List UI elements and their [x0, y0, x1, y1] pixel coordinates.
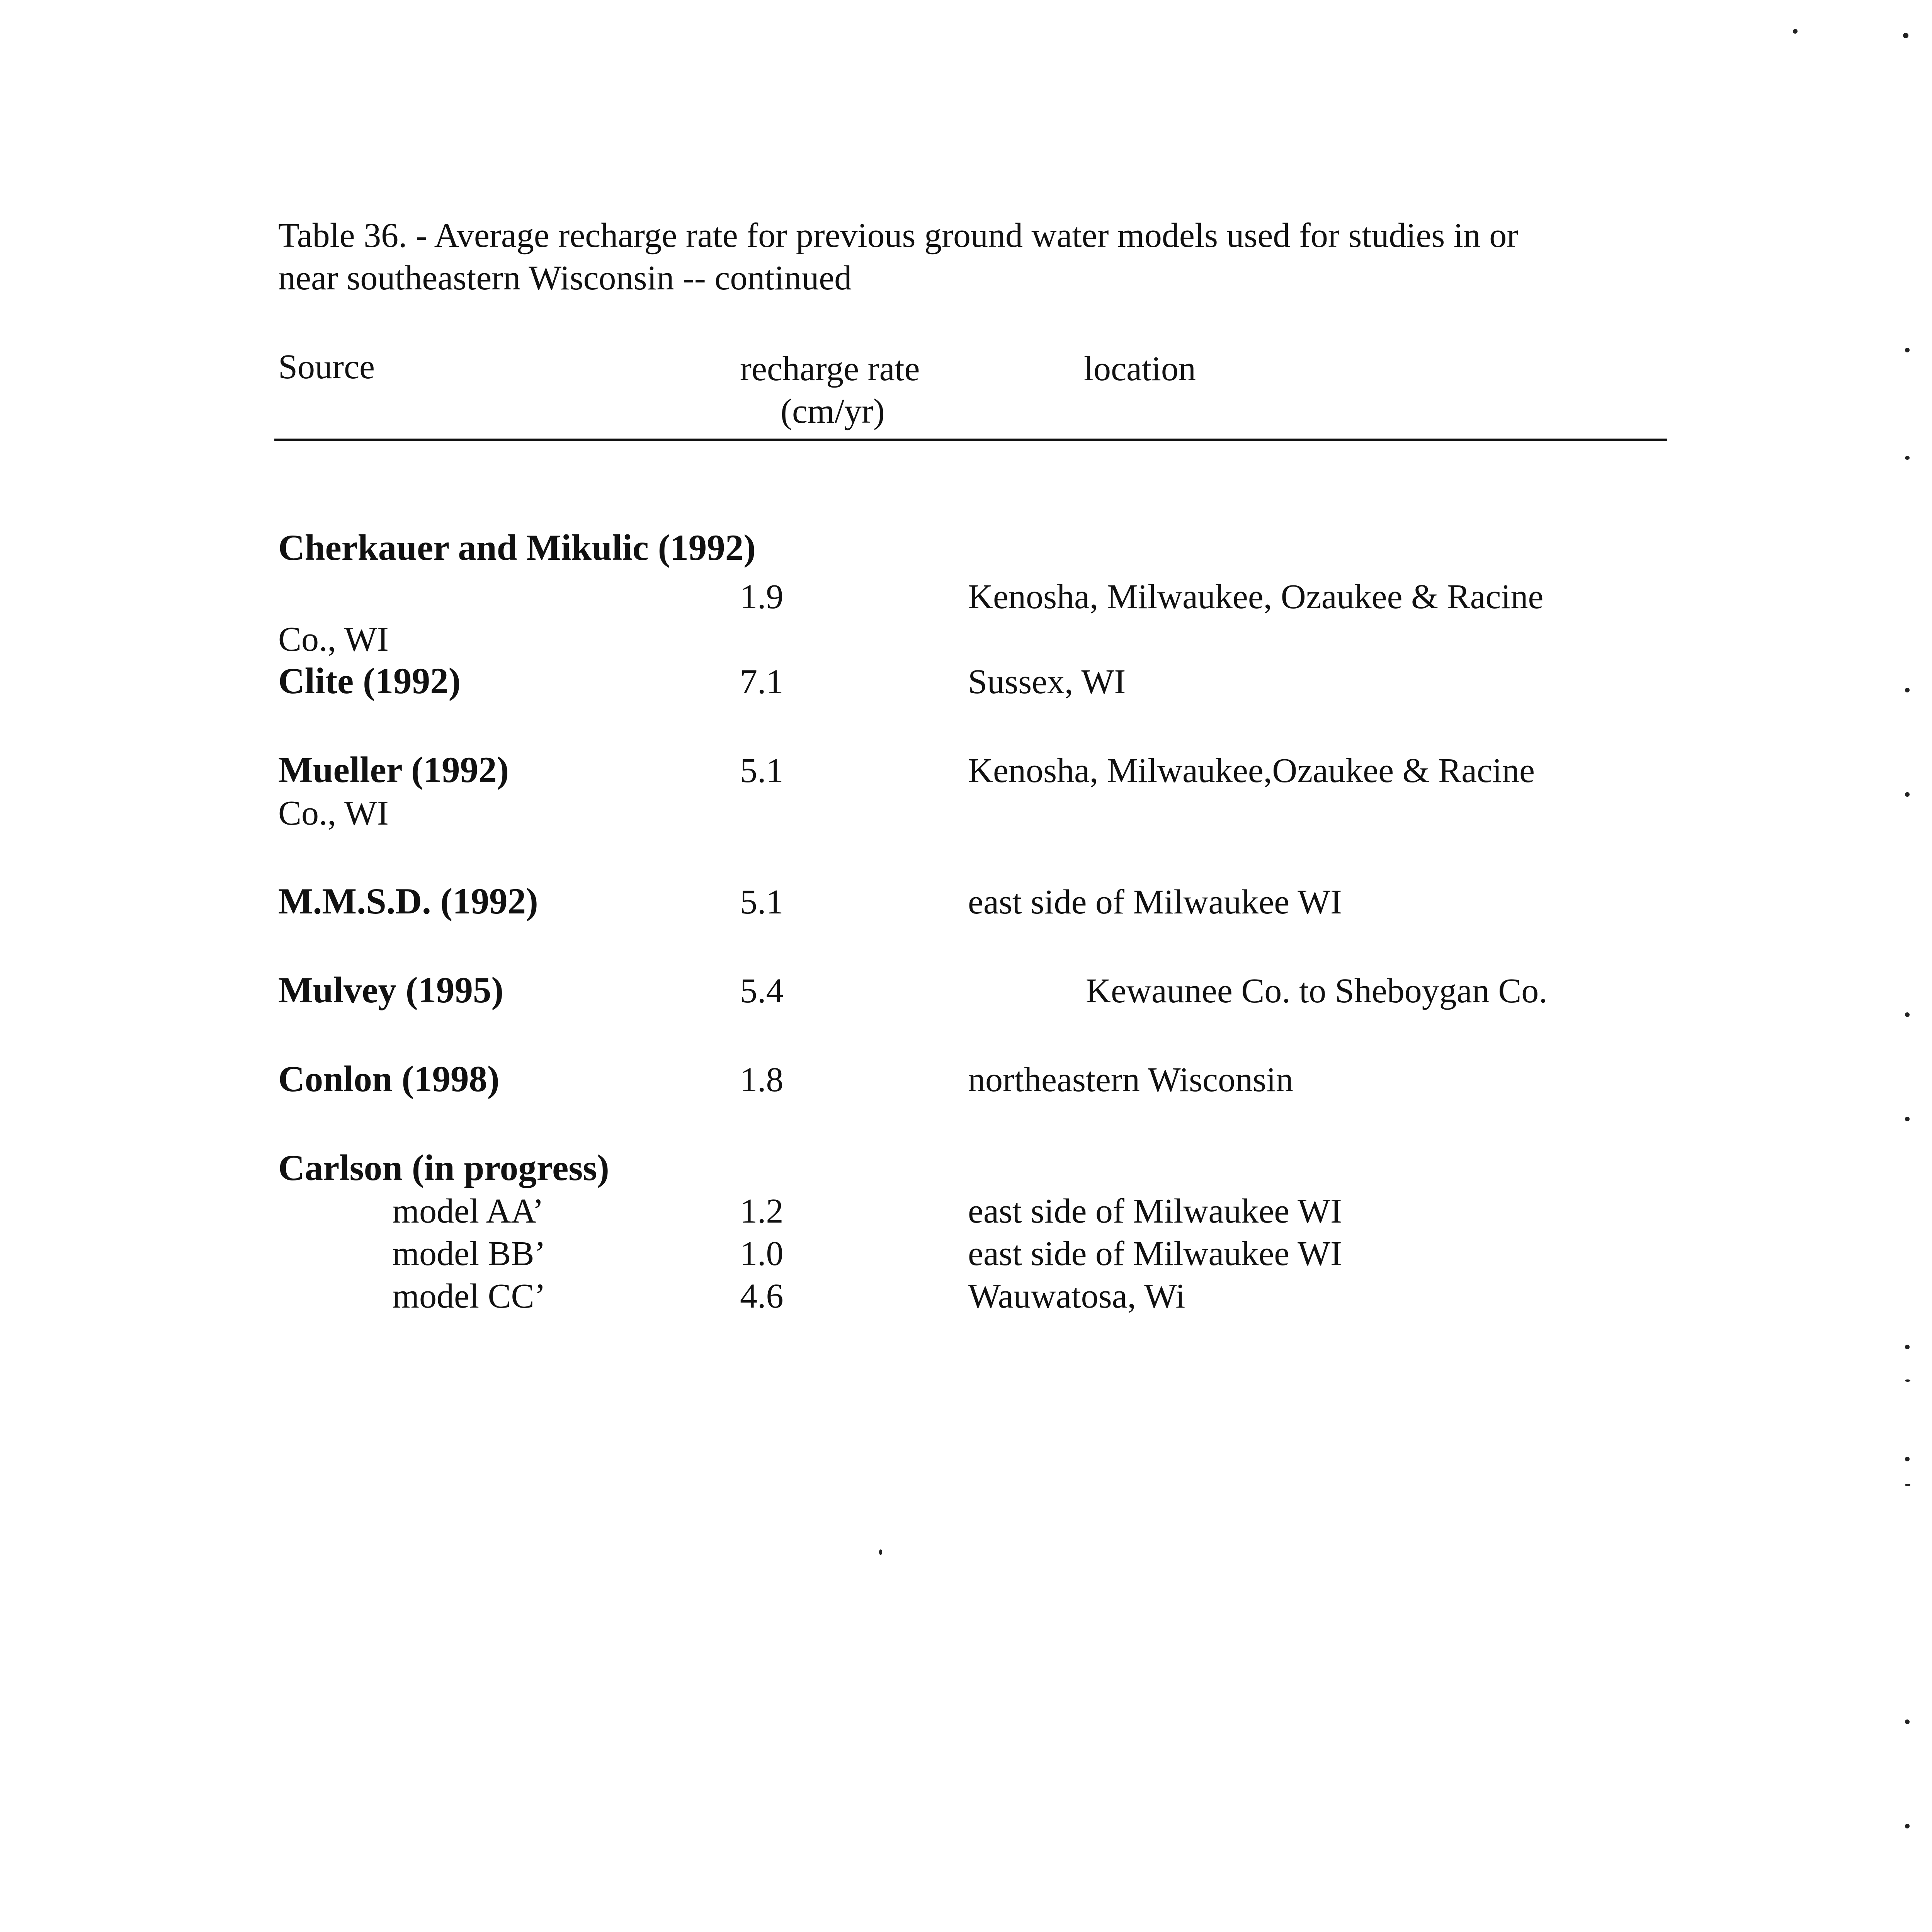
row-location: northeastern Wisconsin: [968, 1061, 1294, 1099]
scan-speck: [879, 1549, 882, 1555]
scan-speck: [1903, 33, 1908, 38]
header-units: (cm/yr): [781, 392, 885, 430]
table-caption-line1: Table 36. - Average recharge rate for previous ground water models used for studies in or: [278, 216, 1519, 255]
row-source: Cherkauer and Mikulic (1992): [278, 527, 756, 568]
row-rate: 5.4: [740, 972, 784, 1010]
row-source: Conlon (1998): [278, 1058, 500, 1099]
header-location: location: [1084, 350, 1196, 388]
row-location-continued: Co., WI: [278, 794, 389, 832]
row-rate: 5.1: [740, 883, 784, 921]
row-source: Mueller (1992): [278, 749, 509, 790]
row-location: Kenosha, Milwaukee,Ozaukee & Racine: [968, 752, 1535, 790]
row-source: Mulvey (1995): [278, 969, 504, 1010]
scan-speck: [1905, 792, 1910, 797]
model-rate: 4.6: [740, 1277, 784, 1315]
header-recharge-rate: recharge rate: [740, 350, 920, 388]
scan-speck: [1905, 1117, 1910, 1121]
header-rule: [274, 439, 1667, 441]
row-source: Carlson (in progress): [278, 1147, 609, 1188]
header-source: Source: [278, 348, 375, 386]
row-location: Kewaunee Co. to Sheboygan Co.: [1086, 972, 1548, 1010]
row-rate: 1.8: [740, 1061, 784, 1099]
row-source: Clite (1992): [278, 660, 461, 701]
row-location: Sussex, WI: [968, 663, 1126, 701]
model-rate: 1.0: [740, 1235, 784, 1273]
row-location-continued: Co., WI: [278, 620, 389, 658]
model-location: east side of Milwaukee WI: [968, 1235, 1342, 1273]
scan-speck: [1793, 29, 1798, 34]
row-rate: 1.9: [740, 578, 784, 616]
model-name: model CC’: [392, 1277, 546, 1315]
scan-speck: [1905, 1379, 1910, 1382]
scan-speck: [1905, 688, 1910, 692]
model-name: model AA’: [392, 1192, 544, 1230]
scan-speck: [1905, 1484, 1910, 1486]
row-rate: 5.1: [740, 752, 784, 790]
scan-speck: [1905, 456, 1910, 460]
scan-speck: [1905, 1824, 1910, 1828]
scan-speck: [1905, 1719, 1910, 1724]
model-location: Wauwatosa, Wi: [968, 1277, 1185, 1315]
table-caption-line2: near southeastern Wisconsin -- continued: [278, 259, 852, 297]
scan-speck: [1905, 1012, 1910, 1017]
model-rate: 1.2: [740, 1192, 784, 1230]
model-name: model BB’: [392, 1235, 546, 1273]
row-location: east side of Milwaukee WI: [968, 883, 1342, 921]
scan-speck: [1905, 1345, 1910, 1349]
scan-speck: [1905, 348, 1910, 352]
row-source: M.M.S.D. (1992): [278, 881, 538, 922]
row-rate: 7.1: [740, 663, 784, 701]
row-location: Kenosha, Milwaukee, Ozaukee & Racine: [968, 578, 1544, 616]
scan-speck: [1905, 1457, 1910, 1461]
model-location: east side of Milwaukee WI: [968, 1192, 1342, 1230]
